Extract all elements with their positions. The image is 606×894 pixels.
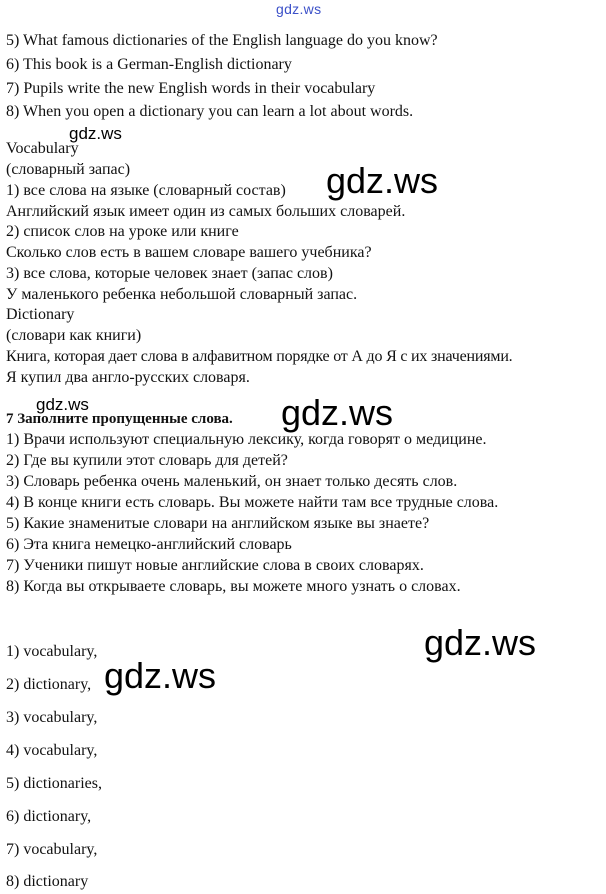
- en-sentence-6: 6) This book is a German-English dictionary: [6, 56, 292, 73]
- task7-item-1: 1) Врачи используют специальную лексику, когда говорят о медицине.: [6, 431, 487, 448]
- answer-2: 2) dictionary,: [6, 676, 92, 693]
- dictionary-sub: (словари как книги): [6, 327, 142, 344]
- task7-heading: 7 Заполните пропущенные слова.: [6, 411, 233, 427]
- en-sentence-5: 5) What famous dictionaries of the English language do you know?: [6, 32, 438, 49]
- task7-item-7: 7) Ученики пишут новые английские слова в своих словарях.: [6, 557, 424, 574]
- watermark-big-1: gdz.ws: [326, 160, 439, 201]
- dictionary-example-2: Я купил два англо-русских словаря.: [6, 369, 250, 386]
- vocabulary-heading: Vocabulary: [6, 140, 79, 157]
- vocabulary-def-3: 3) все слова, которые человек знает (запас слов): [6, 265, 333, 282]
- task7-item-6: 6) Эта книга немецко-английский словарь: [6, 536, 292, 553]
- vocabulary-def-1: 1) все слова на языке (словарный состав): [6, 182, 286, 199]
- vocabulary-sub: (словарный запас): [6, 161, 131, 178]
- answer-1: 1) vocabulary,: [6, 643, 98, 660]
- vocabulary-example-3: У маленького ребенка небольшой словарный запас.: [6, 286, 358, 303]
- en-sentence-7: 7) Pupils write the new English words in their vocabulary: [6, 80, 376, 97]
- watermark-big-4: gdz.ws: [104, 655, 217, 696]
- answer-4: 4) vocabulary,: [6, 742, 98, 759]
- watermark-top: gdz.ws: [276, 1, 322, 17]
- task7-item-4: 4) В конце книги есть словарь. Вы можете найти там все трудные слова.: [6, 494, 499, 511]
- vocabulary-def-2: 2) список слов на уроке или книге: [6, 223, 239, 240]
- vocabulary-example-2: Сколько слов есть в вашем словаре вашего учебника?: [6, 244, 372, 261]
- task7-item-2: 2) Где вы купили этот словарь для детей?: [6, 452, 288, 469]
- task7-item-3: 3) Словарь ребенка очень маленький, он знает только десять слов.: [6, 473, 458, 490]
- watermark-big-2: gdz.ws: [281, 392, 394, 433]
- answer-6: 6) dictionary,: [6, 808, 92, 825]
- en-sentence-8: 8) When you open a dictionary you can learn a lot about words.: [6, 103, 414, 120]
- dictionary-example-1: Книга, которая дает слова в алфавитном порядке от А до Я с их значениями.: [6, 348, 513, 365]
- answer-7: 7) vocabulary,: [6, 841, 98, 858]
- watermark-small-1: gdz.ws: [69, 124, 122, 143]
- task7-item-8: 8) Когда вы открываете словарь, вы можете много узнать о словах.: [6, 578, 461, 595]
- answer-5: 5) dictionaries,: [6, 775, 102, 792]
- task7-item-5: 5) Какие знаменитые словари на английском языке вы знаете?: [6, 515, 430, 532]
- answer-8: 8) dictionary: [6, 873, 89, 890]
- answer-3: 3) vocabulary,: [6, 709, 98, 726]
- watermark-small-2: gdz.ws: [36, 395, 89, 414]
- vocabulary-example-1: Английский язык имеет один из самых больших словарей.: [6, 203, 406, 220]
- watermark-big-3: gdz.ws: [424, 622, 537, 663]
- dictionary-heading: Dictionary: [6, 306, 75, 323]
